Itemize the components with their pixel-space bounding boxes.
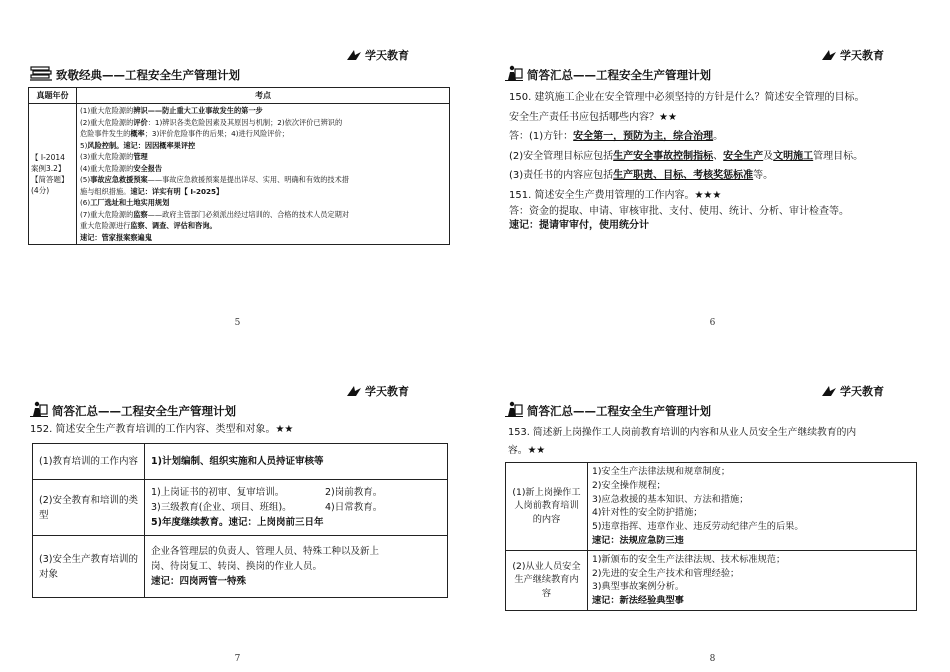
content-line: 1)新颁布的安全生产法律法规、技术标准规范； xyxy=(592,553,786,565)
content-line: 3)应急救援的基本知识、方法和措施； xyxy=(592,493,749,505)
point-line: (5)事故应急救援预案——事故应急救援预案是提出详尽、实用、明确和有效的技术措 xyxy=(80,175,349,184)
year-line: 【简答题】 xyxy=(31,175,69,184)
question-152: 152. 简述安全生产教育培训的工作内容、类型和对象。★★ xyxy=(30,424,294,435)
brand-name: 学天教育 xyxy=(840,49,884,62)
reader-icon xyxy=(30,401,48,420)
page-number: 7 xyxy=(234,654,241,664)
row-content xyxy=(588,550,917,610)
brand-logo-icon xyxy=(821,49,837,61)
row-label: (1)新上岗操作工人岗前教育培训的内容 xyxy=(506,463,588,551)
table-row xyxy=(33,444,448,480)
table-row xyxy=(506,463,917,551)
content-line: 速记：法规应急防三违 xyxy=(592,534,684,546)
point-line: (2)重大危险源的评价：1)辨识各类危险因素及其原因与机制；2)依次评价已辨识的 xyxy=(80,117,343,127)
year-line: 案例3.2】 xyxy=(31,164,66,173)
content-line: 岗、待岗复工、转岗、换岗的作业人员。 xyxy=(151,561,323,572)
brand-logo xyxy=(821,47,884,63)
brand-name: 学天教育 xyxy=(840,385,884,398)
page-title-text: 简答汇总——工程安全生产管理计划 xyxy=(527,403,711,418)
content-line: 速记：新法经验典型事 xyxy=(592,595,684,607)
point-line: 重大危险源进行监察、调查、评估和咨询。 xyxy=(80,221,217,230)
training-table xyxy=(32,443,448,598)
question-150-line1: 150. 建筑施工企业在安全管理中必须坚持的方针是什么？简述安全管理的目标。 xyxy=(509,92,865,103)
year-line: 【 I-2014 xyxy=(31,153,65,162)
content-line: 3)三级教育(企业、项目、班组)。 4)日常教育。 xyxy=(151,502,383,513)
answer-150-3: (3)责任书的内容应包括生产职责、目标、考核奖惩标准等。 xyxy=(509,170,774,181)
content-line: 2)安全操作规程； xyxy=(592,479,666,491)
page-number: 8 xyxy=(709,654,716,664)
year-line: (4分) xyxy=(31,186,50,195)
row-label: (3)安全生产教育培训的对象 xyxy=(33,536,145,598)
header-points: 考点 xyxy=(77,88,450,104)
question-151: 151. 简述安全生产费用管理的工作内容。★★★ xyxy=(509,189,722,201)
page-number: 6 xyxy=(709,318,716,328)
answer-151: 答：资金的提取、申请、审核审批、支付、使用、统计、分析、审计检查等。 xyxy=(509,206,849,217)
brand-name: 学天教育 xyxy=(365,49,409,62)
question-line: 153. 简述新上岗操作工人岗前教育培训的内容和从业人员安全生产继续教育的内 xyxy=(508,427,857,438)
page-number: 5 xyxy=(234,318,241,328)
table-row xyxy=(33,536,448,598)
page-title xyxy=(30,65,240,84)
point-line: (4)重大危险源的安全报告 xyxy=(80,163,163,173)
row-label: (1)教育培训的工作内容 xyxy=(33,444,145,480)
question-line: 容。★★ xyxy=(508,445,546,456)
question-150-line2: 安全生产责任书应包括哪些内容？★★ xyxy=(509,111,677,123)
point-line: (3)重大危险源的管理 xyxy=(80,152,148,161)
brand-logo xyxy=(821,383,884,399)
page-title xyxy=(30,401,236,420)
point-line: 速记：管家报案察遍鬼 xyxy=(80,232,152,242)
content-line: 1)上岗证书的初审、复审培训。 2)岗前教育。 xyxy=(151,487,383,498)
row-label: (2)安全教育和培训的类型 xyxy=(33,480,145,536)
answer-150-2: (2)安全管理目标应包括生产安全事故控制指标、安全生产及文明施工管理目标。 xyxy=(509,150,864,162)
brand-logo xyxy=(346,47,409,63)
page-title xyxy=(505,401,711,420)
table-header-row xyxy=(29,88,450,104)
content-line: 2)先进的安全生产技术和管理经验； xyxy=(592,567,740,579)
brand-logo-icon xyxy=(346,385,362,397)
row-content xyxy=(145,536,448,598)
row-content xyxy=(588,463,917,551)
point-line: (6)工厂选址和土地实用规划 xyxy=(80,198,170,207)
row-label: (2)从业人员安全生产继续教育内容 xyxy=(506,550,588,610)
content-line: 1)安全生产法律法规和规章制度； xyxy=(592,466,731,477)
page-title xyxy=(505,65,711,84)
slide-page-6 xyxy=(475,0,950,336)
row-content xyxy=(145,480,448,536)
question-153 xyxy=(508,424,940,460)
qa-block xyxy=(509,88,938,234)
page-title-text: 简答汇总——工程安全生产管理计划 xyxy=(52,403,236,418)
row-content: 1)计划编制、组织实施和人员持证审核等 xyxy=(145,444,448,480)
brand-logo-icon xyxy=(821,385,837,397)
exam-points-table xyxy=(28,87,450,245)
point-line: 5)风险控制。速记：因因概率果评控 xyxy=(80,140,196,150)
brand-name: 学天教育 xyxy=(365,385,409,398)
reader-icon xyxy=(505,65,523,84)
content-line: 5)年度继续教育。速记：上岗岗前三日年 xyxy=(151,517,324,528)
brand-logo-icon xyxy=(346,49,362,61)
answer-150-1: 答：(1)方针：安全第一，预防为主，综合治理。 xyxy=(509,131,724,142)
table-row xyxy=(506,550,917,610)
page-title-text: 致敬经典——工程安全生产管理计划 xyxy=(56,67,240,82)
content-line: 5)违章指挥、违章作业、违反劳动纪律产生的后果。 xyxy=(592,521,804,533)
content-line: 企业各管理层的负责人、管理人员、特殊工种以及新上 xyxy=(151,546,380,557)
point-line: 危险事件发生的概率；3)评价危险事件的后果；4)进行风险评价； xyxy=(80,129,289,138)
header-year: 真题年份 xyxy=(29,88,77,104)
content-line: 3)典型事故案例分析。 xyxy=(592,581,685,593)
points-cell xyxy=(77,104,450,245)
point-line: (1)重大危险源的辨识——防止重大工业事故发生的第一步 xyxy=(80,106,263,115)
continuing-education-table xyxy=(505,462,917,611)
table-row xyxy=(29,104,450,245)
books-icon xyxy=(30,65,52,84)
year-cell xyxy=(29,104,77,245)
page-title-text: 简答汇总——工程安全生产管理计划 xyxy=(527,67,711,82)
point-line: 施与组织措施。速记：详实有明【 I-2025】 xyxy=(80,186,224,196)
reader-icon xyxy=(505,401,523,420)
point-line: (7)重大危险源的监察——政府主管部门必须派出经过培训的、合格的技术人员定期对 xyxy=(80,209,349,219)
brand-logo xyxy=(346,383,409,399)
table-row xyxy=(33,480,448,536)
content-line: 速记：四岗两管一特殊 xyxy=(151,576,247,587)
slide-page-5 xyxy=(0,0,475,336)
content-line: 4)针对性的安全防护措施； xyxy=(592,507,703,519)
memo-151: 速记：提请审审付，使用统分计 xyxy=(509,220,649,231)
